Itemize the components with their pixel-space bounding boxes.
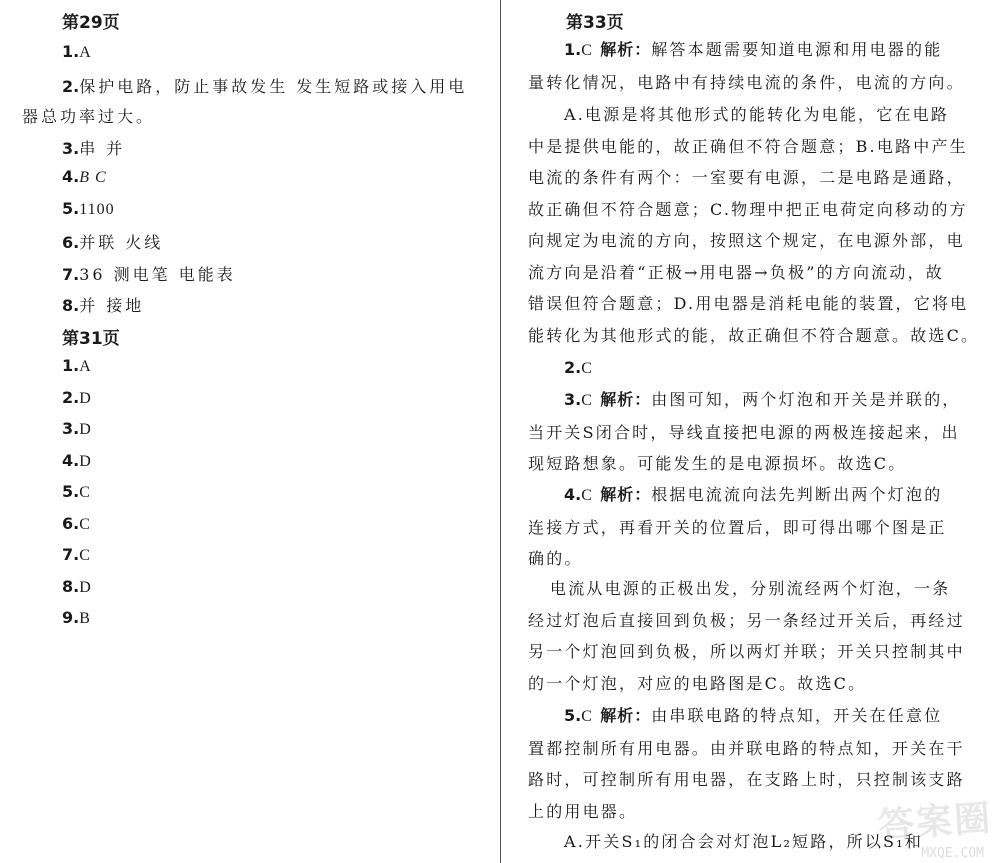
p31-answer-7: 7.C xyxy=(62,545,91,564)
p29-answer-4: 4.B C xyxy=(62,167,107,186)
p31-answer-5: 5.C xyxy=(62,482,91,501)
p29-answer-5: 5.1100 xyxy=(62,199,115,218)
p33-answer-1-explanation: A.电源是将其他形式的能转化为电能，它在电路 中是提供电能的，故正确但不符合题意；B.电路中产生 电流的条件有两个：一室要有电源，二是电路是通路， 故正确但不符合题意；C.物理中把正电荷定向移动的方 向规定为电流的方向，按照这个规定，在电源外部，电 流方向是沿着“正极→用电器→负极”的方向流动，故 错误但符合题意；D.用电器是消耗电能的装置，它将电 能转化为其他形式的能，故正确但不符合题意。故选C。 xyxy=(528,105,980,345)
column-divider xyxy=(500,0,501,863)
p33-answer-1: 1.C 解析：解答本题需要知道电源和用电器的能 量转化情况，电路中有持续电流的条件，电流的方向。 xyxy=(528,40,965,92)
watermark-url: MXQE.COM xyxy=(921,846,984,861)
p31-answer-4: 4.D xyxy=(62,451,92,470)
page33-heading: 第33页 xyxy=(566,13,624,33)
p33-answer-4: 4.C 解析：根据电流流向法先判断出两个灯泡的 连接方式，再看开关的位置后，即可得出哪个图是正 确的。 xyxy=(528,485,947,568)
p31-answer-2: 2.D xyxy=(62,388,92,407)
p29-answer-2: 2.保护电路，防止事故发生 发生短路或接入用电 xyxy=(62,77,468,96)
p29-answer-7: 7.36 测电笔 电能表 xyxy=(62,265,236,284)
p33-answer-5-option-a: A.开关S₁的闭合会对灯泡L₂短路，所以S₁和 xyxy=(564,832,924,851)
p33-answer-3: 3.C 解析：由图可知，两个灯泡和开关是并联的， 当开关S闭合时，导线直接把电源的两极连接起来，出 现短路想象。可能发生的是电源损坏。故选C。 xyxy=(528,390,961,473)
p29-answer-2-cont: 器总功率过大。 xyxy=(22,107,156,126)
watermark-logo: 答案圈 xyxy=(876,798,994,847)
p29-answer-8: 8.并 接地 xyxy=(62,296,145,315)
page31-heading: 第31页 xyxy=(62,329,120,349)
p29-answer-6: 6.并联 火线 xyxy=(62,233,164,252)
p33-answer-2: 2.C xyxy=(564,358,593,377)
p31-answer-8: 8.D xyxy=(62,577,92,596)
p31-answer-1: 1.A xyxy=(62,356,92,375)
page29-heading: 第29页 xyxy=(62,13,120,33)
p31-answer-9: 9.B xyxy=(62,608,91,627)
p31-answer-3: 3.D xyxy=(62,419,92,438)
p29-answer-3: 3.串 并 xyxy=(62,139,126,158)
p29-answer-1: 1.A xyxy=(62,42,92,61)
p33-answer-5: 5.C 解析：由串联电路的特点知，开关在任意位 置都控制所有用电器。由并联电路的特点知，开关在干 路时，可控制所有用电器，在支路上时，只控制该支路 上的用电器。 xyxy=(528,706,965,821)
p31-answer-6: 6.C xyxy=(62,514,91,533)
p33-answer-4-explanation: 电流从电源的正极出发，分别流经两个灯泡，一条 经过灯泡后直接回到负极；另一条经过开关后，再经过 另一个灯泡回到负极，所以两灯并联；开关只控制其中 的一个灯泡，对应的电路图是C。故选C。 xyxy=(528,579,965,693)
